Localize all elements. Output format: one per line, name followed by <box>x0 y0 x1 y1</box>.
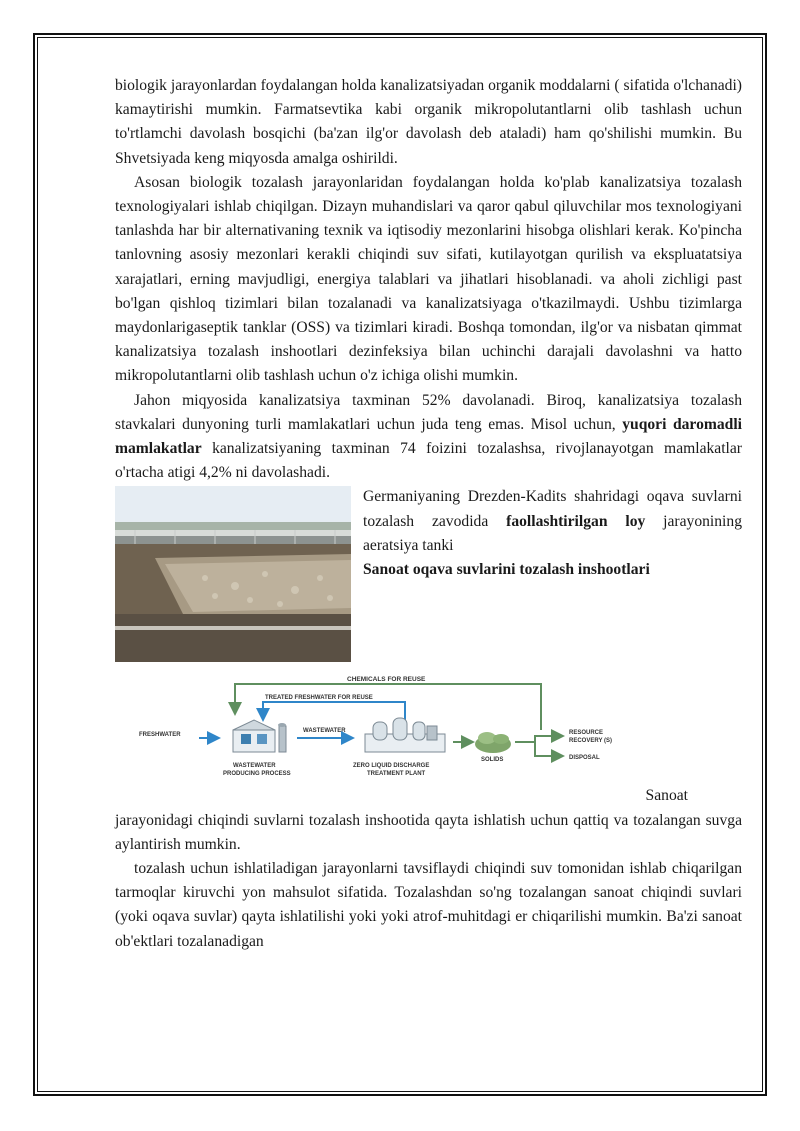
aeration-tank-photo <box>115 486 351 662</box>
photo-caption-bold-link[interactable]: faollashtirilgan loy <box>506 512 646 530</box>
solids-label: SOLIDS <box>481 757 504 764</box>
paragraph-4: jarayonidagi chiqindi suvlarni tozalash inshootida qayta ishlatish uchun qattiq va tozalangan suvga aylantirish mumkin. <box>115 811 742 853</box>
freshwater-label: FRESHWATER <box>139 732 181 739</box>
treated-loop-line <box>263 702 405 720</box>
producing-label-1: WASTEWATER <box>233 763 276 770</box>
disposal-arrow <box>535 742 561 756</box>
paragraph-1: biologik jarayonlardan foydalangan holda kanalizatsiyadan organik moddalarni ( sifatida o'lchanadi) kamaytirishi mumkin. Farmatsevtika kabi organik mikropolutantlarni olib tashlash uchun to'rtlamchi davolash bosqichi (ba'zan ilg'or davolash deb ataladi) ham qo'shilishi mumkin. Bu Shvetsiyada keng miqyosda amalga oshirildi. <box>115 77 742 167</box>
zld-label-2: TREATMENT PLANT <box>367 771 426 778</box>
paragraph-3-bold-link[interactable]: yuqori daromadli mamlakatlar <box>115 415 742 458</box>
paragraph-4-first-word: Sanoat <box>645 787 688 805</box>
paragraph-3-text: Jahon miqyosida kanalizatsiya taxminan 52% davolanadi. Biroq, kanalizatsiya tozalash stavkalari dunyoning turli mamlakatlari uchun juda teng emas. Misol uchun, <box>115 391 742 433</box>
paragraph-2: Asosan biologik tozalash jarayonlaridan foydalangan holda ko'plab kanalizatsiya tozalash texnologiyalari ishlab chiqilgan. Dizayn muhandislari va qaror qabul qiluvchilar mos texnologiyani tanlashda har bir alternativaning texnik va iqtisodiy mezonlarini hisobga olishlari kerak. Ko'pincha tanlovning asosiy mezonlari kerakli chiqindi suv sifati, kutilayotgan qurilish va ekspluatatsiya xarajatlari, erning mavjudligi, energiya talablari va jihatlari hisoblanadi. va aholi zichligi past bo'lgan qishloq tizimlari bilan tozalanadi va kanalizatsiyaga o'tkazilmaydi. Ushbu tizimlarga maydonlarigaseptik tanklar (OSS) va tizimlari kiradi. Boshqa tomondan, ilg'or va nisbatan qimmat kanalizatsiya tozalash inshootlari dezinfeksiya bilan uchinchi darajali davolashni va hatto mikropolutantlarni olib tashlash uchun o'z ichiga olishi mumkin. <box>115 173 742 385</box>
chemicals-label: CHEMICALS FOR REUSE <box>347 676 426 684</box>
factory-icon <box>233 720 286 752</box>
producing-label-2: PRODUCING PROCESS <box>223 771 291 778</box>
document-body <box>115 74 742 954</box>
paragraph-5: tozalash uchun ishlatiladigan jarayonlarni tavsiflaydi chiqindi suv tomonidan ishlab chiqarilgan tarmoqlar kiruvchi yon mahsulot sifatida. Tozalashdan so'ng tozalangan sanoat chiqindi suvlari (yoki oqava suvlar) qayta ishlatilishi yoki yoki atrof-muhitdagi er chiqarilishi mumkin. Ba'zi sanoat ob'ektlari tozalanadigan <box>115 860 742 950</box>
zld-diagram-svg <box>115 672 742 784</box>
treatment-plant-icon <box>365 718 445 752</box>
zld-label-1: ZERO LIQUID DISCHARGE <box>353 763 430 770</box>
disposal-label: DISPOSAL <box>569 755 600 762</box>
photo-caption-text: Germaniyaning Drezden-Kadits shahridagi oqava suvlarni tozalash zavodida <box>363 488 742 530</box>
recovery-label-2: RECOVERY (S) <box>569 738 613 745</box>
wastewater-label: WASTEWATER <box>303 728 346 735</box>
paragraph-3 <box>115 389 742 486</box>
aeration-tank-photo-art <box>115 486 351 662</box>
recovery-arrow <box>515 736 561 742</box>
zld-process-diagram <box>115 672 742 784</box>
section-heading-text: Sanoat oqava suvlarini tozalash inshootlari <box>363 561 650 579</box>
treated-label: TREATED FRESHWATER FOR REUSE <box>265 695 373 702</box>
solids-pile-icon <box>475 732 511 753</box>
figure-block <box>115 485 742 668</box>
paragraph-3-text-end: kanalizatsiyaning taxminan 74 foizini tozalashsa, rivojlanayotgan mamlakatlar o'rtacha atigi 4,2% ni davolashadi. <box>115 440 742 482</box>
recovery-label-1: RESOURCE <box>569 730 604 737</box>
photo-caption-text-end: jarayonining aeratsiya tanki <box>363 512 742 554</box>
